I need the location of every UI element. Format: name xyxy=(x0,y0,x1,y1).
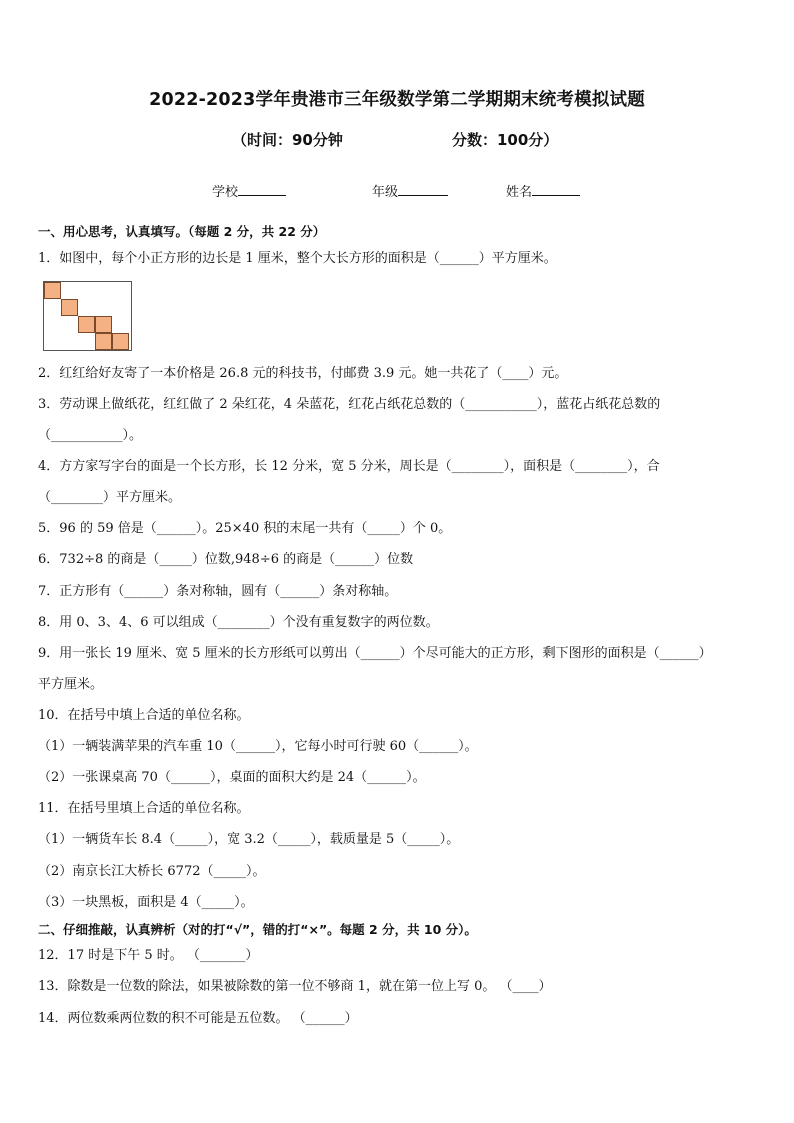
question-10-2: （2）一张课桌高 70（______），桌面的面积大约是 24（______）。 xyxy=(38,770,426,785)
figure-square xyxy=(44,282,61,299)
figure-square xyxy=(112,333,129,350)
question-11-3: （3）一块黑板，面积是 4（_____）。 xyxy=(38,895,254,910)
grade-field[interactable] xyxy=(372,181,448,200)
section-2-heading: 二、仔细推敲，认真辨析（对的打“√”，错的打“×”。每题 2 分，共 10 分）。 xyxy=(38,922,477,937)
school-label: 学校 xyxy=(212,185,239,200)
question-7: 7．正方形有（______）条对称轴，圆有（______）条对称轴。 xyxy=(38,584,398,599)
question-11-2: （2）南京长江大桥长 6772（_____）。 xyxy=(38,864,266,879)
name-blank[interactable] xyxy=(532,183,580,196)
section-1-heading: 一、用心思考，认真填写。（每题 2 分，共 22 分） xyxy=(38,224,326,239)
question-10-1: （1）一辆装满苹果的汽车重 10（______），它每小时可行驶 60（______）。 xyxy=(38,739,478,754)
question-3-cont: （___________）。 xyxy=(38,428,143,443)
question-4-cont: （________）平方厘米。 xyxy=(38,490,182,505)
question-13: 13．除数是一位数的除法，如果被除数的第一位不够商 1，就在第一位上写 0。 （____） xyxy=(38,979,552,994)
question-4: 4．方方家写字台的面是一个长方形，长 12 分米，宽 5 分米，周长是（________），面积是（________），合 xyxy=(38,459,660,474)
question-11: 11．在括号里填上合适的单位名称。 xyxy=(38,801,250,816)
question-9: 9．用一张长 19 厘米、宽 5 厘米的长方形纸可以剪出（______）个尽可能大的正方形，剩下图形的面积是（______） xyxy=(38,646,712,661)
question-12: 12．17 时是下午 5 时。 （_______） xyxy=(38,948,259,963)
question-2: 2．红红给好友寄了一本价格是 26.8 元的科技书，付邮费 3.9 元。她一共花了（____）元。 xyxy=(38,366,568,381)
question-6: 6．732÷8 的商是（_____）位数,948÷6 的商是（______）位数 xyxy=(38,552,414,567)
question-1: 1．如图中，每个小正方形的边长是 1 厘米，整个大长方形的面积是（______）平方厘米。 xyxy=(38,251,557,266)
exam-title: 2022-2023学年贵港市三年级数学第二学期期末统考模拟试题 xyxy=(149,90,645,110)
grade-label: 年级 xyxy=(372,185,399,200)
figure-square xyxy=(95,333,112,350)
exam-time: （时间：90分钟 xyxy=(232,131,343,149)
name-label: 姓名 xyxy=(506,185,533,200)
question-10: 10．在括号中填上合适的单位名称。 xyxy=(38,708,250,723)
figure-square xyxy=(61,299,78,316)
question-8: 8．用 0、3、4、6 可以组成（________）个没有重复数字的两位数。 xyxy=(38,615,439,630)
question-1-figure xyxy=(43,281,132,351)
school-field[interactable] xyxy=(212,181,286,200)
school-blank[interactable] xyxy=(238,183,286,196)
figure-square xyxy=(95,316,112,333)
question-14: 14．两位数乘两位数的积不可能是五位数。 （______） xyxy=(38,1011,358,1026)
exam-score: 分数：100分） xyxy=(452,131,559,149)
grade-blank[interactable] xyxy=(398,183,448,196)
question-9-cont: 平方厘米。 xyxy=(38,677,104,692)
name-field[interactable] xyxy=(506,181,580,200)
question-11-1: （1）一辆货车长 8.4（_____），宽 3.2（_____），载质量是 5（_____）。 xyxy=(38,832,460,847)
question-3: 3．劳动课上做纸花，红红做了 2 朵红花，4 朵蓝花，红花占纸花总数的（___________），蓝花占纸花总数的 xyxy=(38,397,661,412)
figure-square xyxy=(78,316,95,333)
question-5: 5．96 的 59 倍是（______）。25×40 积的末尾一共有（_____）个 0。 xyxy=(38,521,452,536)
